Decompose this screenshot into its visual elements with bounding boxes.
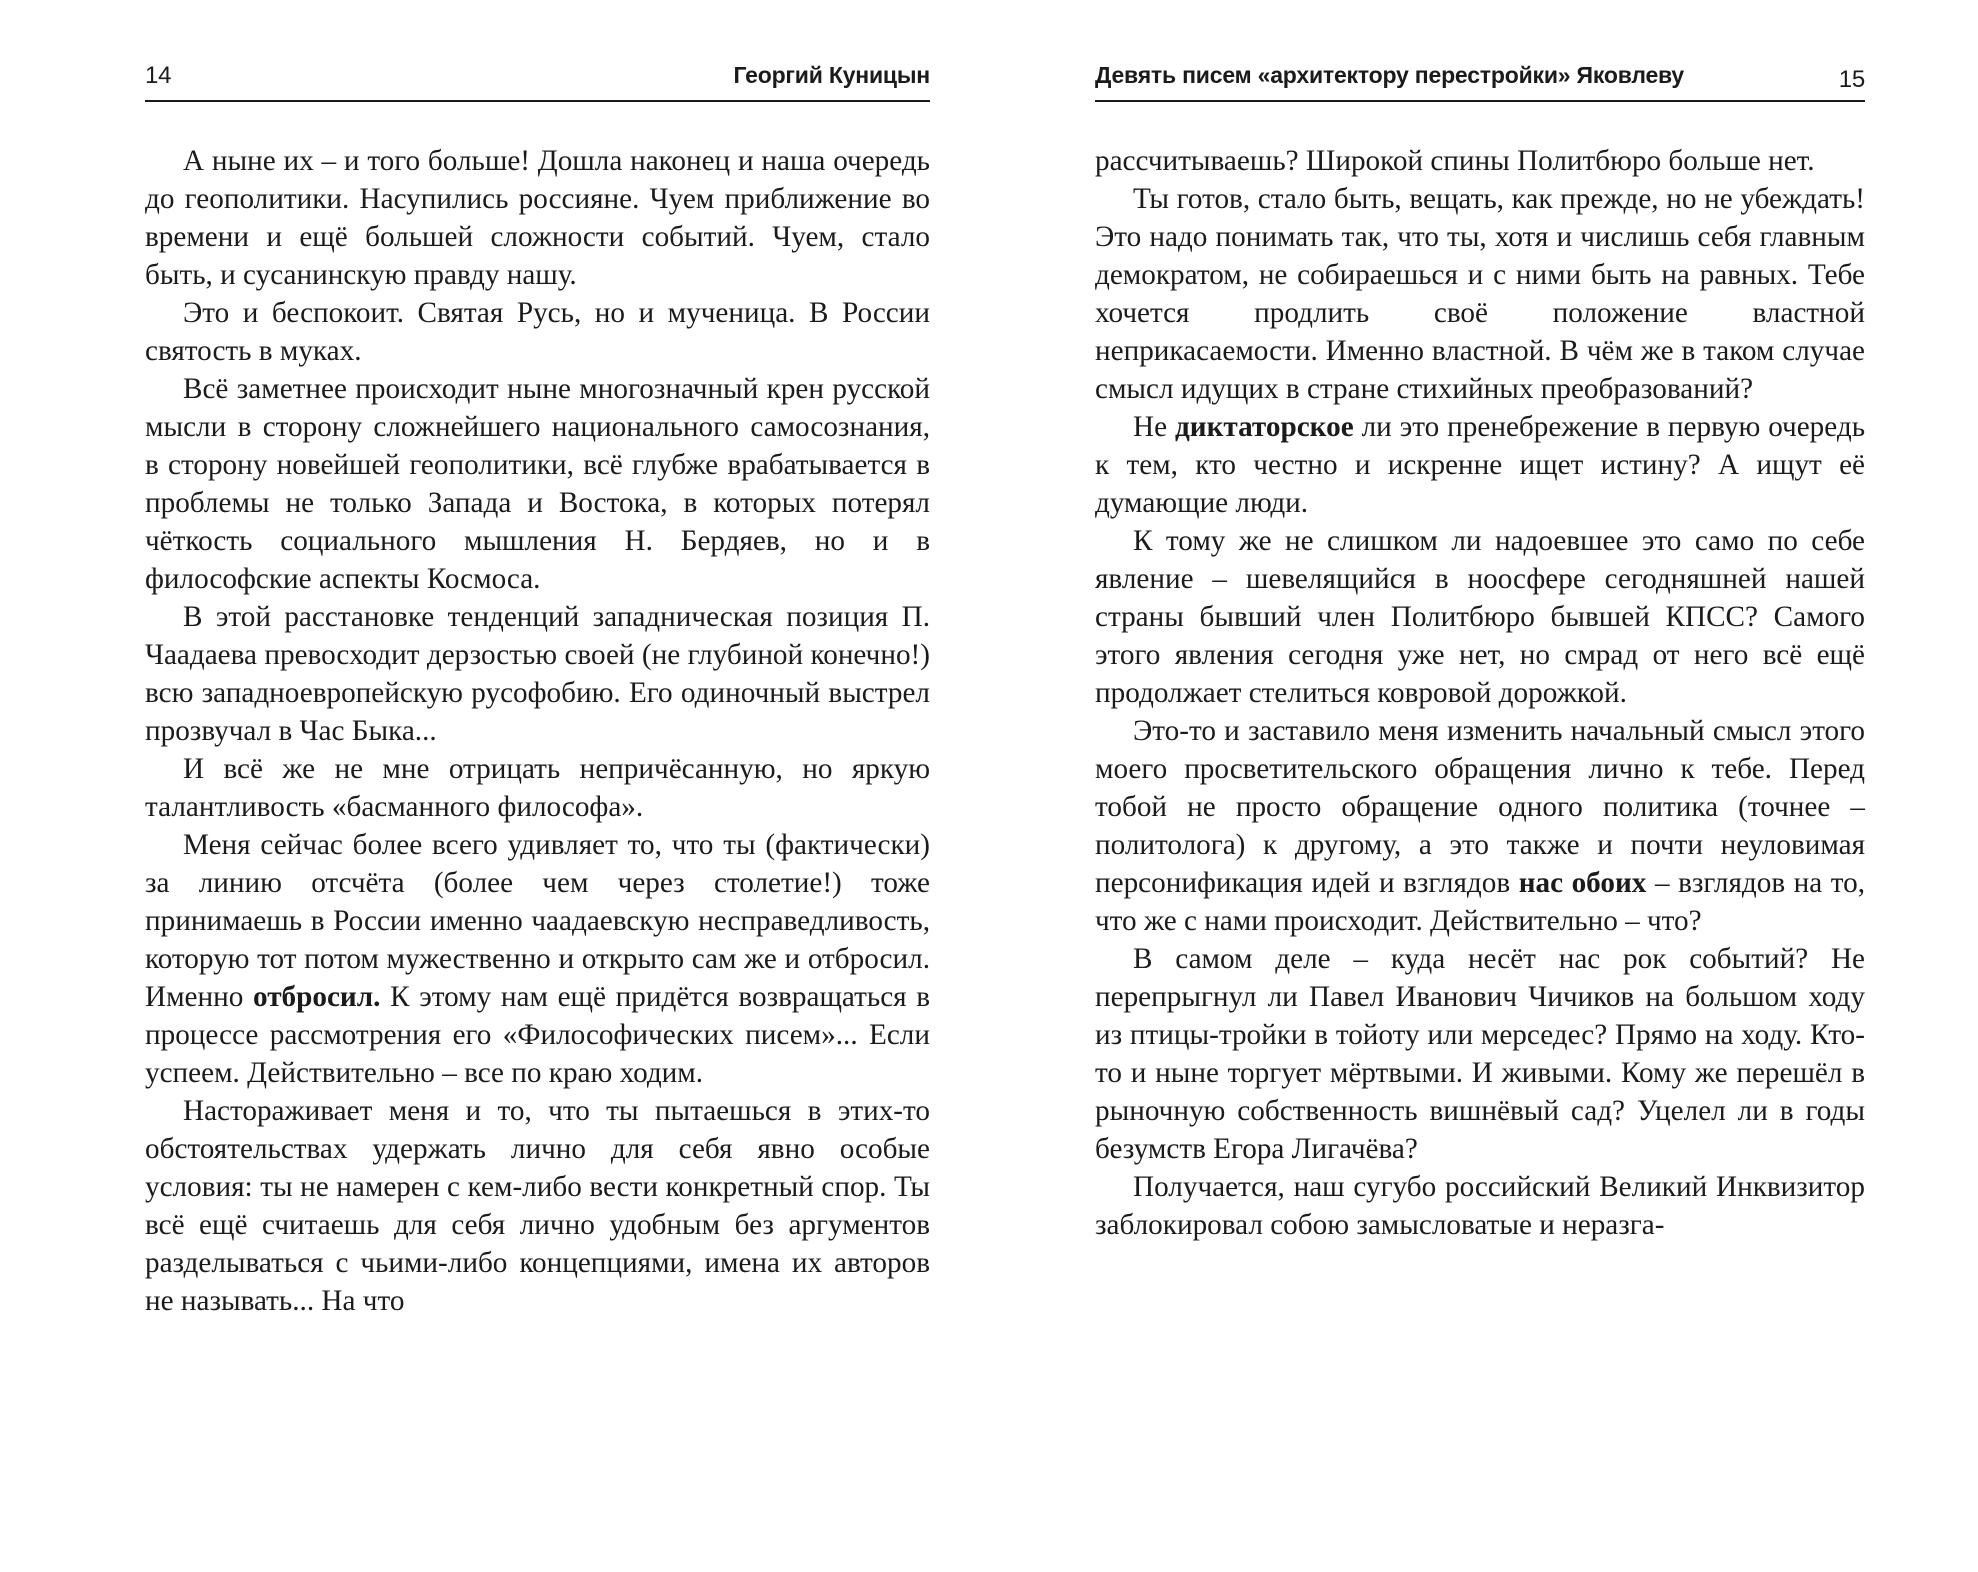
paragraph: Настораживает меня и то, что ты пытаешься в этих-то обстоятельствах удержать лично для себя явно особые условия: ты не намерен с кем-либо вести конкретный спор. Ты всё ещё считаешь для себя лично удобным без аргументов разделываться с чьими-либо концепциями, имена их авторов не называть... На что	[145, 1095, 930, 1317]
paragraph: А ныне их – и того больше! Дошла наконец и наша очередь до геополитики. Насупились россияне. Чуем приближение во времени и ещё большей сложности событий. Чуем, стало быть, и сусанинскую правду нашу.	[145, 145, 930, 291]
left-page-body	[145, 142, 930, 1320]
paragraph	[1095, 712, 1865, 940]
left-page-header	[145, 58, 930, 102]
paragraph: Получается, наш сугубо российский Великий Инквизитор заблокировал собою замысловатые и неразга-	[1095, 1171, 1865, 1241]
page-number: 14	[145, 62, 172, 89]
paragraph-text: Это-то и заставило меня изменить начальный смысл этого моего просветительского обращения лично к тебе. Перед тобой не просто обращение одного политика (точнее – политолога) к другому, а это также и почти неуловимая персонификация идей и взглядов	[1095, 715, 1865, 899]
paragraph	[1095, 408, 1865, 522]
paragraph: И всё же не мне отрицать непричёсанную, но яркую талантливость «басманного философа».	[145, 753, 930, 823]
right-page-body	[1095, 142, 1865, 1244]
paragraph: В этой расстановке тенденций западническая позиция П. Чаадаева превосходит дерзостью своей (не глубиной конечно!) всю западноевропейскую русофобию. Его одиночный выстрел прозвучал в Час Быка...	[145, 601, 930, 747]
header-rule	[1095, 100, 1865, 102]
paragraph-text: Меня сейчас более всего удивляет то, что ты (фактически) за линию отсчёта (более чем через столетие!) тоже принимаешь в России именно чаадаевскую несправедливость, которую тот потом мужественно и открыто сам же и отбросил. Именно	[145, 829, 930, 1013]
paragraph-text: – взглядов на то, что же с нами происходит. Действительно – что?	[1095, 867, 1866, 937]
page-number: 15	[1838, 66, 1865, 93]
paragraph: Это и беспокоит. Святая Русь, но и мученица. В России святость в муках.	[145, 297, 930, 367]
right-page-header	[1095, 58, 1865, 102]
bold-emphasis: нас обоих	[1518, 867, 1647, 899]
paragraph-text: ли это пренебрежение в первую очередь к тем, кто честно и искренне ищет истину? А ищут её думающие люди.	[1095, 411, 1866, 519]
paragraph: Всё заметнее происходит ныне многозначный крен русской мысли в сторону сложнейшего национального самосознания, в сторону новейшей геополитики, всё глубже врабатывается в проблемы не только Запада и Востока, в которых потерял чёткость социального мышления Н. Бердяев, но и в философские аспекты Космоса.	[145, 373, 930, 595]
paragraph: рассчитываешь? Широкой спины Политбюро больше нет.	[1095, 145, 1815, 177]
running-title: Георгий Куницын	[733, 62, 930, 88]
paragraph: Ты готов, стало быть, вещать, как прежде, но не убеждать! Это надо понимать так, что ты, хотя и числишь себя главным демократом, не собираешься и с ними быть на равных. Тебе хочется продлить своё положение властной неприкасаемости. Именно властной. В чём же в таком случае смысл идущих в стране стихийных преобразований?	[1095, 183, 1865, 405]
paragraph	[145, 826, 930, 1092]
bold-emphasis: отбросил.	[253, 981, 381, 1013]
header-rule	[145, 100, 930, 102]
paragraph: В самом деле – куда несёт нас рок событий? Не перепрыгнул ли Павел Иванович Чичиков на большом ходу из птицы-тройки в тойоту или мерседес? Прямо на ходу. Кто-то и ныне торгует мёртвыми. И живыми. Кому же перешёл в рыночную собственность вишнёвый сад? Уцелел ли в годы безумств Егора Лигачёва?	[1095, 943, 1865, 1165]
paragraph: К тому же не слишком ли надоевшее это само по себе явление – шевелящийся в ноосфере сегодняшней нашей страны бывший член Политбюро бывшей КПСС? Самого этого явления сегодня уже нет, но смрад от него всё ещё продолжает стелиться ковровой дорожкой.	[1095, 525, 1865, 709]
paragraph-text: К этому нам ещё придётся возвращаться в процессе рассмотрения его «Философических писем»... Если успеем. Действительно – все по краю ходим.	[145, 981, 931, 1089]
paragraph-text: Не	[1133, 411, 1168, 443]
bold-emphasis: диктаторское	[1175, 411, 1354, 443]
running-title: Девять писем «архитектору перестройки» Яковлеву	[1095, 62, 1685, 88]
